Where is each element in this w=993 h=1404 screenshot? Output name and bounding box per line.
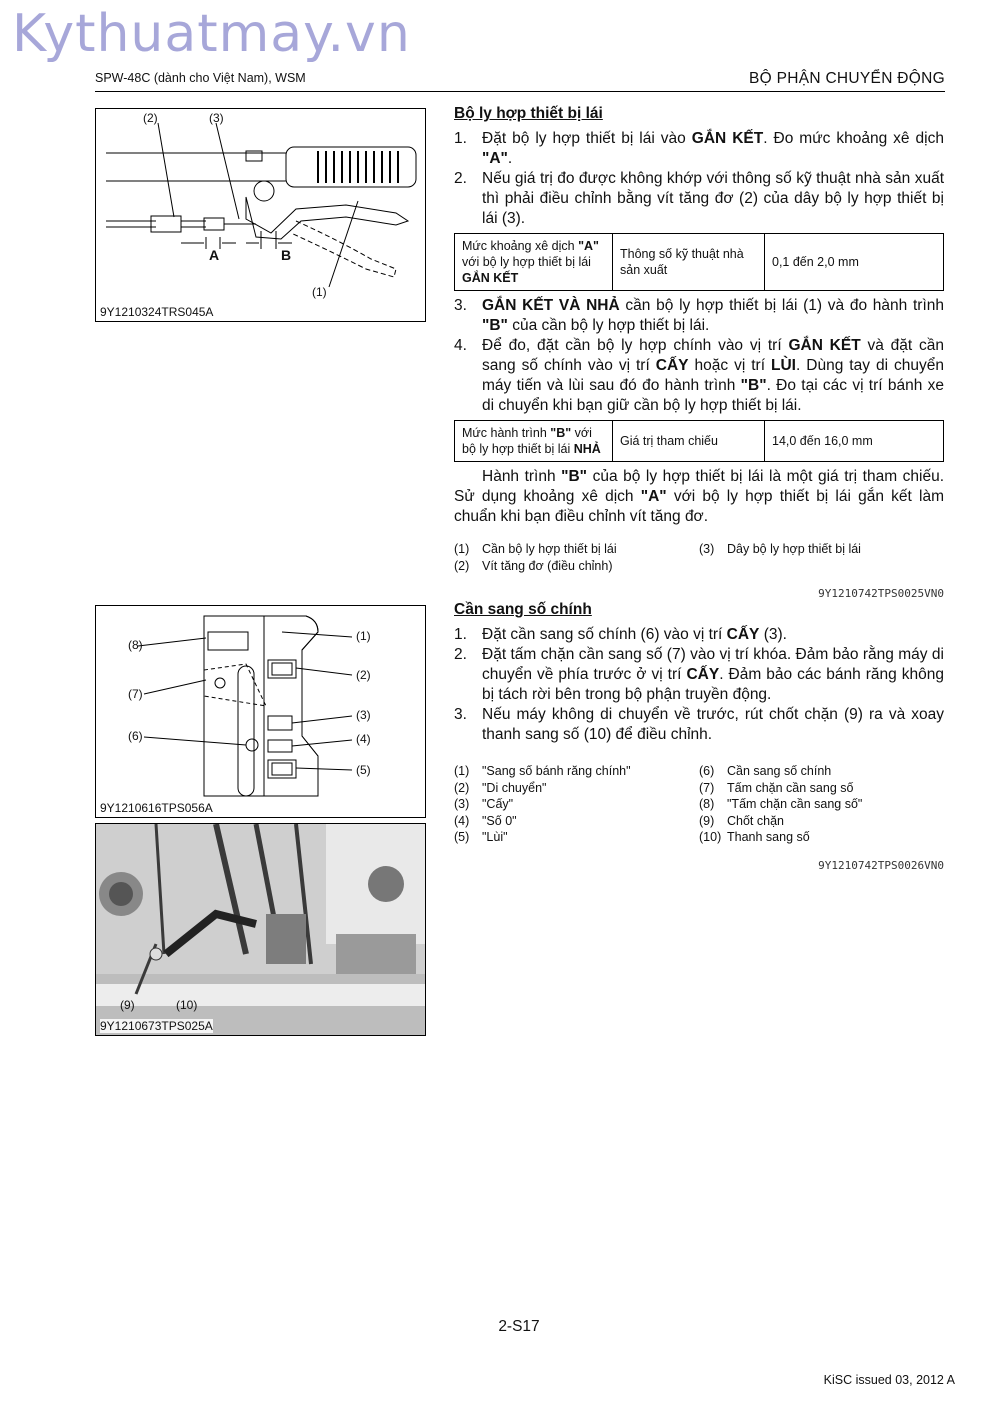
label-9: (9) [120,998,135,1012]
step-item: 1. Đặt bộ ly hợp thiết bị lái vào GẮN KẾT. Đo mức khoảng xê dịch "A". [454,130,944,167]
steps-list [454,296,944,416]
steering-clutch-drawing [96,109,425,321]
spec-label: Mức khoảng xê dịch "A" với bộ ly hợp thiết bị lái GẮN KẾT [455,234,613,291]
reference-note: Hành trình "B" của bộ ly hợp thiết bị lái là một giá trị tham chiếu. Sử dụng khoảng xê dịch "A" với bộ ly hợp thiết bị lái gắn kết làm chuẩn khi bạn điều chỉnh vít tăng đơ. [454,468,944,525]
figure-code: 9Y1210673TPS025A [100,1019,213,1033]
label-3: (3) [209,111,224,125]
section-main-shift-lever [454,600,944,876]
legend-item: (7) Tấm chặn cần sang số [699,780,854,795]
header-rule [95,91,945,92]
watermark: Kythuatmay.vn [12,4,411,64]
legend-item: (2) Vít tăng đơ (điều chỉnh) [454,558,613,573]
step-item: 2. Đặt tấm chặn cần sang số (7) vào vị trí khóa. Đảm bảo rằng máy di chuyển về phía trước ở vị trí CẤY. Đảm bảo các bánh răng không bị tách rời bên trong bộ phận truyền động. [454,646,944,703]
section-title: Bộ ly hợp thiết bị lái [454,105,603,122]
legend-item: (6) Cần sang số chính [699,764,832,778]
label-5: (5) [356,763,371,777]
legend-item: (5) "Lùi" [454,830,508,844]
page-number: 2-S17 [498,1318,540,1335]
step-item: 3. Nếu máy không di chuyển về trước, rút chốt chặn (9) ra và xoay thanh sang số (10) để điều chỉnh. [454,706,944,743]
legend-item: (1) Cần bộ ly hợp thiết bị lái [454,542,617,556]
legend-item: (4) "Số 0" [454,813,517,828]
step-item: 4. Để đo, đặt cần bộ ly hợp chính vào vị trí GẮN KẾT và đặt cần sang số chính vào vị trí CẤY hoặc vị trí LÙI. Dùng tay di chuyển máy tiến và lùi sau đó đo hành trình "B". Đo tại các vị trí bánh xe di chuyển khi bạn giữ cần bộ ly hợp thiết bị lái. [454,337,944,414]
legend-item: (3) "Cấy" [454,797,514,811]
legend-item: (3) Dây bộ ly hợp thiết bị lái [699,542,861,556]
label-b: B [281,247,292,263]
label-7: (7) [128,687,143,701]
label-10: (10) [176,998,198,1012]
spec-label: Mức hành trình "B" với bộ ly hợp thiết bị lái NHẢ [455,421,613,462]
legend-item: (10) Thanh sang số [699,830,810,844]
section-steering-clutch [454,104,944,604]
step-item: 1. Đặt cần sang số chính (6) vào vị trí CẤY (3). [454,626,787,643]
label-8: (8) [128,638,143,652]
label-2: (2) [143,111,158,125]
legend [454,541,944,574]
reference-code: 9Y1210742TPS0026VN0 [818,858,944,872]
header-model: SPW-48C (dành cho Việt Nam), WSM [95,71,306,85]
figure-shift-panel [95,605,426,818]
spec-value: 0,1 đến 2,0 mm [765,234,944,291]
footer-issue: KiSC issued 03, 2012 A [823,1373,955,1387]
figure-shift-rod-photo [95,823,426,1036]
legend-item [699,558,944,575]
label-a: A [209,247,220,263]
section-title: Cần sang số chính [454,601,592,618]
label-2: (2) [356,668,371,682]
spec-type: Thông số kỹ thuật nhà sản xuất [613,234,765,291]
figure-code: 9Y1210616TPS056A [100,801,213,815]
spec-type: Giá trị tham chiếu [613,421,765,462]
reference-code: 9Y1210742TPS0025VN0 [818,587,944,600]
label-1: (1) [356,629,371,643]
legend-item: (8) "Tấm chặn cần sang số" [699,797,863,811]
spec-table-b [454,420,944,462]
spec-value: 14,0 đến 16,0 mm [765,421,944,462]
label-3: (3) [356,708,371,722]
figure-code: 9Y1210324TRS045A [100,305,214,319]
steps-list [454,625,944,745]
shift-rod-photo [96,824,425,1035]
header-section-title: BỘ PHẬN CHUYỂN ĐỘNG [748,70,945,87]
label-6: (6) [128,729,143,743]
step-item: 2. Nếu giá trị đo được không khớp với thông số kỹ thuật nhà sản xuất thì phải điều chỉnh bằng vít tăng đơ (2) của dây bộ ly hợp thiết bị lái (3). [454,170,944,227]
legend-item: (9) Chốt chặn [699,813,784,828]
legend [454,763,944,846]
steps-list [454,129,944,229]
step-item: 3. GẮN KẾT VÀ NHẢ cần bộ ly hợp thiết bị lái (1) và đo hành trình "B" của cần bộ ly hợp thiết bị lái. [454,297,944,334]
spec-table-a [454,233,944,291]
label-4: (4) [356,732,371,746]
legend-item: (1) "Sang số bánh răng chính" [454,764,631,778]
legend-item: (2) "Di chuyển" [454,780,547,795]
figure-steering-clutch [95,108,426,322]
label-1: (1) [312,285,327,299]
shift-panel-drawing [96,606,425,817]
